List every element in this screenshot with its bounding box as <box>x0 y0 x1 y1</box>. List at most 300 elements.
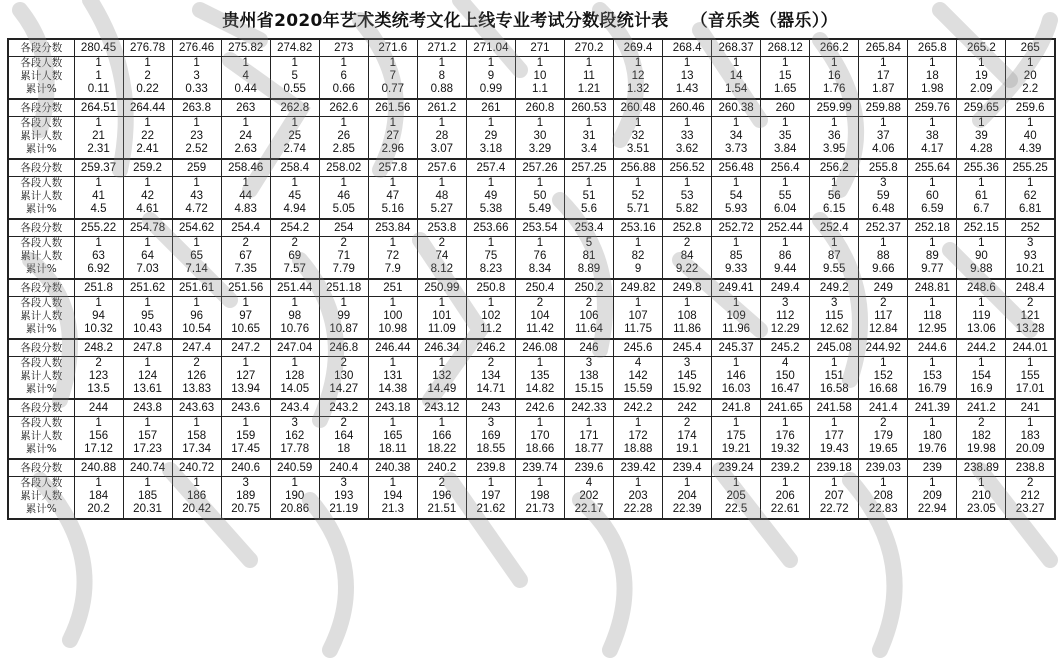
table-cell: 265.8 <box>908 39 957 57</box>
table-cell: 6.48 <box>859 203 908 219</box>
table-cell: 174 <box>663 430 712 443</box>
table-cell: 276.46 <box>172 39 221 57</box>
table-cell: 260 <box>761 99 810 117</box>
table-cell: 1 <box>123 417 172 431</box>
table-cell: 64 <box>123 250 172 263</box>
table-cell: 60 <box>908 190 957 203</box>
table-cell: 2.85 <box>319 143 368 159</box>
count-row <box>8 237 1055 251</box>
table-cell: 19.1 <box>663 443 712 459</box>
table-cell: 2 <box>319 237 368 251</box>
table-cell: 18.55 <box>466 443 515 459</box>
table-cell: 23.27 <box>1006 503 1055 519</box>
table-cell: 1 <box>810 477 859 491</box>
table-cell: 67 <box>221 250 270 263</box>
table-cell: 1 <box>123 477 172 491</box>
table-cell: 19.32 <box>761 443 810 459</box>
table-cell: 1 <box>761 237 810 251</box>
table-cell: 21.19 <box>319 503 368 519</box>
table-cell: 1 <box>614 297 663 311</box>
table-cell: 1 <box>957 177 1006 191</box>
table-cell: 2.2 <box>1006 83 1055 99</box>
table-cell: 1 <box>417 57 466 71</box>
row-label: 累计% <box>8 503 74 519</box>
table-cell: 247.8 <box>123 339 172 357</box>
table-cell: 2.09 <box>957 83 1006 99</box>
table-cell: 153 <box>908 370 957 383</box>
table-cell: 250.4 <box>515 279 564 297</box>
table-cell: 0.33 <box>172 83 221 99</box>
table-cell: 1 <box>761 57 810 71</box>
table-cell: 151 <box>810 370 859 383</box>
table-cell: 254.62 <box>172 219 221 237</box>
table-cell: 257.25 <box>564 159 613 177</box>
table-cell: 1 <box>908 417 957 431</box>
table-cell: 1 <box>466 117 515 131</box>
table-cell: 10.21 <box>1006 263 1055 279</box>
table-cell: 1 <box>859 477 908 491</box>
table-cell: 243.4 <box>270 399 319 417</box>
score-row <box>8 399 1055 417</box>
table-cell: 112 <box>761 310 810 323</box>
table-cell: 263 <box>221 99 270 117</box>
table-cell: 1 <box>74 477 123 491</box>
table-cell: 13.28 <box>1006 323 1055 339</box>
table-cell: 108 <box>663 310 712 323</box>
table-cell: 1 <box>417 117 466 131</box>
table-cell: 208 <box>859 490 908 503</box>
cumulative-row <box>8 130 1055 143</box>
table-cell: 0.22 <box>123 83 172 99</box>
table-cell: 249.4 <box>761 279 810 297</box>
table-cell: 50 <box>515 190 564 203</box>
table-cell: 8.12 <box>417 263 466 279</box>
table-cell: 1 <box>368 297 417 311</box>
table-cell: 259.76 <box>908 99 957 117</box>
table-cell: 190 <box>270 490 319 503</box>
table-cell: 183 <box>1006 430 1055 443</box>
table-cell: 1 <box>270 117 319 131</box>
table-cell: 42 <box>123 190 172 203</box>
table-cell: 1 <box>123 357 172 371</box>
table-cell: 45 <box>270 190 319 203</box>
table-cell: 6.7 <box>957 203 1006 219</box>
table-cell: 274.82 <box>270 39 319 57</box>
row-label: 累计% <box>8 203 74 219</box>
table-cell: 22.28 <box>614 503 663 519</box>
table-cell: 3 <box>466 417 515 431</box>
table-cell: 18.22 <box>417 443 466 459</box>
percent-row <box>8 83 1055 99</box>
table-cell: 1 <box>810 117 859 131</box>
percent-row <box>8 503 1055 519</box>
table-cell: 1 <box>614 117 663 131</box>
table-cell: 65 <box>172 250 221 263</box>
table-cell: 1 <box>663 477 712 491</box>
table-cell: 1 <box>172 477 221 491</box>
table-cell: 256.4 <box>761 159 810 177</box>
row-label: 累计人数 <box>8 250 74 263</box>
table-cell: 1 <box>564 417 613 431</box>
table-cell: 251.62 <box>123 279 172 297</box>
table-cell: 34 <box>712 130 761 143</box>
table-cell: 10.87 <box>319 323 368 339</box>
table-cell: 197 <box>466 490 515 503</box>
table-cell: 15.59 <box>614 383 663 399</box>
row-label: 各段分数 <box>8 99 74 117</box>
table-cell: 269.4 <box>614 39 663 57</box>
table-cell: 259.2 <box>123 159 172 177</box>
table-cell: 1 <box>221 117 270 131</box>
table-cell: 52 <box>614 190 663 203</box>
table-cell: 3.07 <box>417 143 466 159</box>
table-cell: 13.61 <box>123 383 172 399</box>
table-cell: 242.2 <box>614 399 663 417</box>
table-cell: 249.8 <box>663 279 712 297</box>
table-cell: 17.78 <box>270 443 319 459</box>
table-cell: 3 <box>663 357 712 371</box>
table-cell: 257.4 <box>466 159 515 177</box>
table-cell: 259 <box>172 159 221 177</box>
table-cell: 1 <box>614 237 663 251</box>
table-cell: 71 <box>319 250 368 263</box>
table-cell: 241.4 <box>859 399 908 417</box>
table-cell: 9.33 <box>712 263 761 279</box>
table-cell: 1.21 <box>564 83 613 99</box>
table-cell: 259.37 <box>74 159 123 177</box>
table-cell: 254.4 <box>221 219 270 237</box>
table-cell: 32 <box>614 130 663 143</box>
table-cell: 10 <box>515 70 564 83</box>
table-cell: 4 <box>221 70 270 83</box>
table-cell: 1 <box>74 117 123 131</box>
table-cell: 37 <box>859 130 908 143</box>
table-cell: 159 <box>221 430 270 443</box>
table-cell: 19.21 <box>712 443 761 459</box>
table-cell: 239.8 <box>466 459 515 477</box>
table-cell: 11.96 <box>712 323 761 339</box>
table-cell: 268.37 <box>712 39 761 57</box>
table-cell: 11.75 <box>614 323 663 339</box>
table-cell: 0.77 <box>368 83 417 99</box>
table-cell: 1 <box>761 177 810 191</box>
table-cell: 1 <box>614 417 663 431</box>
table-cell: 1 <box>270 177 319 191</box>
table-cell: 256.52 <box>663 159 712 177</box>
table-cell: 1 <box>1006 417 1055 431</box>
table-cell: 240.4 <box>319 459 368 477</box>
table-cell: 3.29 <box>515 143 564 159</box>
table-cell: 253.66 <box>466 219 515 237</box>
table-cell: 239.74 <box>515 459 564 477</box>
score-row <box>8 339 1055 357</box>
table-cell: 180 <box>908 430 957 443</box>
table-cell: 22.72 <box>810 503 859 519</box>
table-cell: 186 <box>172 490 221 503</box>
table-cell: 23.05 <box>957 503 1006 519</box>
table-cell: 10.98 <box>368 323 417 339</box>
table-cell: 145 <box>663 370 712 383</box>
table-cell: 121 <box>1006 310 1055 323</box>
table-cell: 54 <box>712 190 761 203</box>
table-cell: 2.63 <box>221 143 270 159</box>
table-cell: 72 <box>368 250 417 263</box>
table-cell: 249 <box>859 279 908 297</box>
table-cell: 252.18 <box>908 219 957 237</box>
table-cell: 9 <box>614 263 663 279</box>
table-cell: 2 <box>663 237 712 251</box>
table-cell: 1 <box>172 237 221 251</box>
percent-row <box>8 203 1055 219</box>
table-cell: 1.43 <box>663 83 712 99</box>
table-cell: 94 <box>74 310 123 323</box>
table-cell: 104 <box>515 310 564 323</box>
table-cell: 1 <box>123 117 172 131</box>
table-cell: 165 <box>368 430 417 443</box>
table-cell: 9 <box>466 70 515 83</box>
table-cell: 261 <box>466 99 515 117</box>
table-cell: 20.75 <box>221 503 270 519</box>
table-cell: 275.82 <box>221 39 270 57</box>
table-cell: 6 <box>319 70 368 83</box>
table-cell: 239.6 <box>564 459 613 477</box>
table-cell: 2 <box>663 417 712 431</box>
table-cell: 1 <box>810 357 859 371</box>
table-cell: 89 <box>908 250 957 263</box>
table-cell: 1 <box>368 357 417 371</box>
table-cell: 12.95 <box>908 323 957 339</box>
table-cell: 1 <box>221 297 270 311</box>
count-row <box>8 117 1055 131</box>
table-cell: 2 <box>123 70 172 83</box>
table-cell: 246.2 <box>466 339 515 357</box>
table-cell: 249.2 <box>810 279 859 297</box>
table-cell: 259.65 <box>957 99 1006 117</box>
table-cell: 8.34 <box>515 263 564 279</box>
table-cell: 2.41 <box>123 143 172 159</box>
table-cell: 1 <box>761 117 810 131</box>
table-cell: 1 <box>319 177 368 191</box>
table-cell: 240.74 <box>123 459 172 477</box>
table-cell: 255.36 <box>957 159 1006 177</box>
table-cell: 15.92 <box>663 383 712 399</box>
table-cell: 1 <box>712 297 761 311</box>
table-cell: 193 <box>319 490 368 503</box>
table-cell: 1 <box>614 477 663 491</box>
table-cell: 241.8 <box>712 399 761 417</box>
table-cell: 5.71 <box>614 203 663 219</box>
table-cell: 1 <box>1006 117 1055 131</box>
table-cell: 126 <box>172 370 221 383</box>
table-cell: 1 <box>221 357 270 371</box>
table-cell: 156 <box>74 430 123 443</box>
table-cell: 20.2 <box>74 503 123 519</box>
table-cell: 18 <box>319 443 368 459</box>
table-cell: 87 <box>810 250 859 263</box>
table-cell: 21.73 <box>515 503 564 519</box>
table-cell: 196 <box>417 490 466 503</box>
table-cell: 1 <box>761 477 810 491</box>
table-cell: 9.55 <box>810 263 859 279</box>
table-cell: 1 <box>123 177 172 191</box>
table-cell: 1 <box>172 57 221 71</box>
table-cell: 8.23 <box>466 263 515 279</box>
row-label: 各段人数 <box>8 117 74 131</box>
table-cell: 85 <box>712 250 761 263</box>
table-cell: 152 <box>859 370 908 383</box>
table-cell: 243.6 <box>221 399 270 417</box>
table-cell: 13 <box>663 70 712 83</box>
table-cell: 1.65 <box>761 83 810 99</box>
table-cell: 184 <box>74 490 123 503</box>
cumulative-row <box>8 490 1055 503</box>
table-cell: 251.8 <box>74 279 123 297</box>
score-distribution-table <box>7 38 1056 520</box>
table-cell: 18.88 <box>614 443 663 459</box>
table-cell: 240.38 <box>368 459 417 477</box>
table-cell: 257.8 <box>368 159 417 177</box>
table-cell: 118 <box>908 310 957 323</box>
table-cell: 1.1 <box>515 83 564 99</box>
table-cell: 132 <box>417 370 466 383</box>
table-cell: 10.32 <box>74 323 123 339</box>
table-cell: 259.6 <box>1006 99 1055 117</box>
table-cell: 2 <box>515 297 564 311</box>
table-cell: 260.48 <box>614 99 663 117</box>
table-cell: 240.6 <box>221 459 270 477</box>
table-cell: 253.16 <box>614 219 663 237</box>
table-cell: 252.4 <box>810 219 859 237</box>
table-cell: 3 <box>564 357 613 371</box>
table-cell: 3.18 <box>466 143 515 159</box>
table-cell: 5.49 <box>515 203 564 219</box>
row-label: 各段人数 <box>8 477 74 491</box>
table-cell: 263.8 <box>172 99 221 117</box>
table-cell: 1 <box>417 297 466 311</box>
table-cell: 238.89 <box>957 459 1006 477</box>
table-cell: 23 <box>172 130 221 143</box>
table-cell: 35 <box>761 130 810 143</box>
table-cell: 254 <box>319 219 368 237</box>
table-cell: 19.98 <box>957 443 1006 459</box>
table-cell: 3 <box>810 297 859 311</box>
table-cell: 22.61 <box>761 503 810 519</box>
table-cell: 14.38 <box>368 383 417 399</box>
table-cell: 0.66 <box>319 83 368 99</box>
table-cell: 20 <box>1006 70 1055 83</box>
table-cell: 115 <box>810 310 859 323</box>
table-cell: 1 <box>368 417 417 431</box>
table-cell: 4.39 <box>1006 143 1055 159</box>
table-cell: 1 <box>172 417 221 431</box>
table-cell: 12 <box>614 70 663 83</box>
table-cell: 14.05 <box>270 383 319 399</box>
table-cell: 7.57 <box>270 263 319 279</box>
table-cell: 266.2 <box>810 39 859 57</box>
title-main: 贵州省2020年艺术类统考文化上线专业考试分数段统计表 <box>222 11 669 31</box>
table-cell: 239.4 <box>663 459 712 477</box>
table-cell: 1 <box>74 417 123 431</box>
table-cell: 245.6 <box>614 339 663 357</box>
table-cell: 1 <box>368 117 417 131</box>
table-cell: 245.08 <box>810 339 859 357</box>
table-cell: 209 <box>908 490 957 503</box>
table-cell: 5.6 <box>564 203 613 219</box>
table-cell: 1 <box>319 297 368 311</box>
row-label: 累计人数 <box>8 490 74 503</box>
table-cell: 252 <box>1006 219 1055 237</box>
table-cell: 207 <box>810 490 859 503</box>
table-cell: 255.8 <box>859 159 908 177</box>
row-label: 各段人数 <box>8 57 74 71</box>
table-cell: 82 <box>614 250 663 263</box>
table-cell: 131 <box>368 370 417 383</box>
table-cell: 245.2 <box>761 339 810 357</box>
table-cell: 5.16 <box>368 203 417 219</box>
table-cell: 56 <box>810 190 859 203</box>
table-cell: 240.88 <box>74 459 123 477</box>
table-cell: 1 <box>908 237 957 251</box>
table-cell: 273 <box>319 39 368 57</box>
table-cell: 1 <box>515 177 564 191</box>
table-cell: 150 <box>761 370 810 383</box>
table-cell: 2 <box>957 417 1006 431</box>
table-cell: 270.2 <box>564 39 613 57</box>
table-cell: 138 <box>564 370 613 383</box>
table-cell: 1 <box>564 117 613 131</box>
table-cell: 1 <box>368 57 417 71</box>
table-cell: 9.88 <box>957 263 1006 279</box>
table-cell: 11 <box>564 70 613 83</box>
table-cell: 43 <box>172 190 221 203</box>
table-cell: 248.4 <box>1006 279 1055 297</box>
table-cell: 102 <box>466 310 515 323</box>
table-cell: 17.01 <box>1006 383 1055 399</box>
table-cell: 204 <box>663 490 712 503</box>
table-cell: 11.86 <box>663 323 712 339</box>
table-cell: 33 <box>663 130 712 143</box>
table-cell: 1 <box>270 57 319 71</box>
table-cell: 253.8 <box>417 219 466 237</box>
table-cell: 1 <box>368 477 417 491</box>
table-cell: 240.59 <box>270 459 319 477</box>
table-cell: 1 <box>810 237 859 251</box>
table-cell: 1 <box>810 177 859 191</box>
table-cell: 2 <box>417 237 466 251</box>
table-cell: 244.2 <box>957 339 1006 357</box>
table-cell: 248.81 <box>908 279 957 297</box>
table-cell: 252.15 <box>957 219 1006 237</box>
table-cell: 247.04 <box>270 339 319 357</box>
table-cell: 62 <box>1006 190 1055 203</box>
table-cell: 0.55 <box>270 83 319 99</box>
table-cell: 171 <box>564 430 613 443</box>
table-cell: 3.62 <box>663 143 712 159</box>
table-cell: 239.18 <box>810 459 859 477</box>
table-cell: 19 <box>957 70 1006 83</box>
table-cell: 256.2 <box>810 159 859 177</box>
table-cell: 2 <box>417 477 466 491</box>
table-cell: 175 <box>712 430 761 443</box>
cumulative-row <box>8 310 1055 323</box>
table-cell: 276.78 <box>123 39 172 57</box>
table-cell: 10.65 <box>221 323 270 339</box>
table-cell: 13.83 <box>172 383 221 399</box>
table-cell: 9.77 <box>908 263 957 279</box>
table-cell: 21.51 <box>417 503 466 519</box>
table-cell: 18 <box>908 70 957 83</box>
table-cell: 12.62 <box>810 323 859 339</box>
